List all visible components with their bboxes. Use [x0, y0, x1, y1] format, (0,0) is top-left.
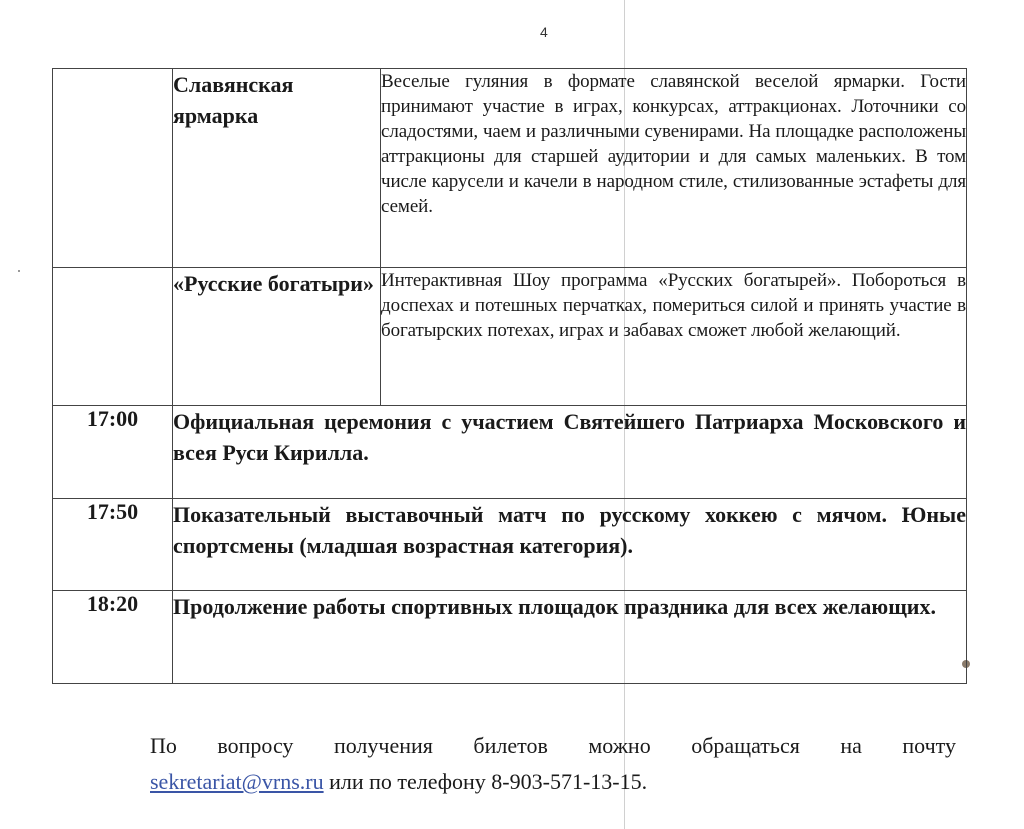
scan-edge-mark — [18, 270, 20, 272]
page-number: 4 — [540, 24, 548, 40]
activity-description: Веселые гуляния в формате славянской веселой ярмарки. Гости принимают участие в играх, конкурсах, аттракционах. Лоточники со сладостями, чаем и различными сувенирами. На площадке расположены аттракционы для старшей аудитории и для самых маленьких. В том числе карусели и качели в народном стиле, стилизованные эстафеты для семей. — [381, 69, 967, 268]
time-cell: 17:00 — [53, 406, 173, 499]
time-cell: 18:20 — [53, 591, 173, 684]
table-row — [53, 69, 967, 268]
time-cell — [53, 268, 173, 406]
schedule-table — [52, 68, 967, 684]
table-row — [53, 591, 967, 684]
email-link[interactable]: sekretariat@vrns.ru — [150, 769, 324, 794]
table-row — [53, 268, 967, 406]
activity-name: «Русские богатыри» — [173, 268, 381, 406]
time-cell: 17:50 — [53, 499, 173, 591]
time-cell — [53, 69, 173, 268]
event-description: Продолжение работы спортивных площадок праздника для всех желающих. — [173, 591, 967, 684]
activity-name: Славянская ярмарка — [173, 69, 381, 268]
activity-description: Интерактивная Шоу программа «Русских богатырей». Побороться в доспехах и потешных перчатках, помериться силой и принять участие в богатырских потехах, играх и забавах сможет любой желающий. — [381, 268, 967, 406]
footer-note-line1: По вопросу получения билетов можно обращаться на почту — [150, 733, 956, 758]
phone-text: или по телефону 8-903-571-13-15. — [323, 769, 648, 794]
table-row — [53, 406, 967, 499]
table-row — [53, 499, 967, 591]
event-description: Официальная церемония с участием Святейшего Патриарха Московского и всея Руси Кирилла. — [173, 406, 967, 499]
footer-note-line2 — [150, 764, 647, 800]
event-description: Показательный выставочный матч по русскому хоккею с мячом. Юные спортсмены (младшая возрастная категория). — [173, 499, 967, 591]
